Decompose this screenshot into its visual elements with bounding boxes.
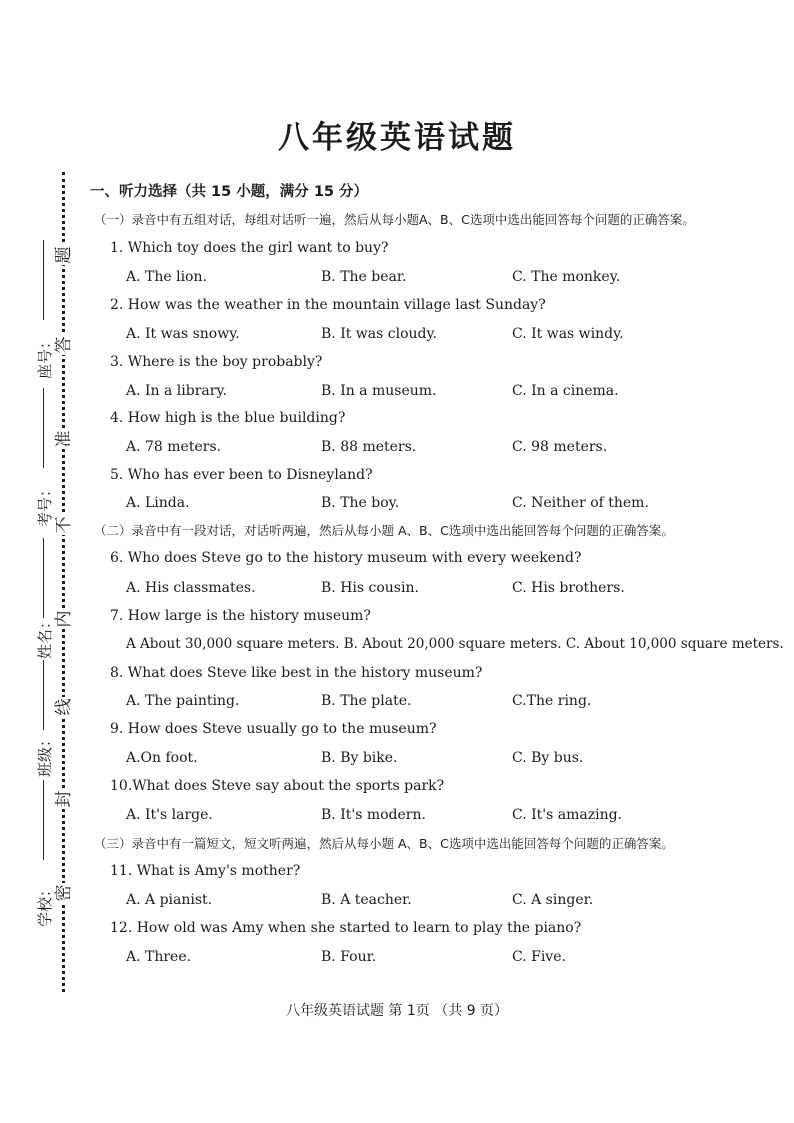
seal-dotted-line	[62, 172, 65, 992]
question-5: 5. Who has ever been to Disneyland?	[110, 467, 373, 483]
q6-option-a[interactable]: A. His classmates.	[126, 580, 256, 596]
q9-option-c[interactable]: C. By bus.	[512, 750, 584, 766]
question-6: 6. Who does Steve go to the history museum with every weekend?	[110, 550, 582, 566]
q6-option-c[interactable]: C. His brothers.	[512, 580, 625, 596]
class-label: 班级：	[36, 731, 55, 778]
seal-char: 准	[54, 430, 74, 448]
q3-option-b[interactable]: B. In a museum.	[321, 383, 437, 399]
binding-margin	[0, 160, 100, 1000]
q5-option-b[interactable]: B. The boy.	[321, 495, 400, 511]
q10-option-c[interactable]: C. It's amazing.	[512, 807, 623, 823]
question-12: 12. How old was Amy when she started to learn to play the piano?	[110, 920, 582, 936]
page-title: 八年级英语试题	[278, 120, 516, 156]
name-label: 姓名：	[36, 613, 55, 660]
part-1-instructions: （一）录音中有五组对话，每组对话听一遍，然后从每小题A、B、C选项中选出能回答每个问题的正确答案。	[94, 212, 695, 227]
q8-option-c[interactable]: C.The ring.	[512, 693, 592, 709]
q2-option-b[interactable]: B. It was cloudy.	[321, 326, 437, 342]
q5-option-c[interactable]: C. Neither of them.	[512, 495, 649, 511]
q5-option-a[interactable]: A. Linda.	[126, 495, 190, 511]
question-11: 11. What is Amy's mother?	[110, 863, 301, 879]
q12-option-b[interactable]: B. Four.	[321, 949, 377, 965]
question-3: 3. Where is the boy probably?	[110, 354, 323, 370]
q6-option-b[interactable]: B. His cousin.	[321, 580, 419, 596]
school-line[interactable]	[43, 780, 44, 860]
q8-option-b[interactable]: B. The plate.	[321, 693, 412, 709]
seal-char: 不	[54, 516, 74, 534]
question-8: 8. What does Steve like best in the history museum?	[110, 665, 483, 681]
question-7: 7. How large is the history museum?	[110, 608, 371, 624]
seal-char: 密	[54, 884, 74, 902]
seat-number-line[interactable]	[43, 240, 44, 320]
q1-option-a[interactable]: A. The lion.	[126, 269, 207, 285]
question-10: 10.What does Steve say about the sports park?	[110, 778, 445, 794]
q12-option-a[interactable]: A. Three.	[126, 949, 192, 965]
q4-option-c[interactable]: C. 98 meters.	[512, 439, 608, 455]
q9-option-a[interactable]: A.On foot.	[126, 750, 198, 766]
q8-option-a[interactable]: A. The painting.	[126, 693, 240, 709]
q4-option-b[interactable]: B. 88 meters.	[321, 439, 417, 455]
seat-number-label: 座号：	[36, 333, 55, 380]
q1-option-c[interactable]: C. The monkey.	[512, 269, 621, 285]
seal-char: 线	[54, 698, 74, 716]
q7-options[interactable]: A About 30,000 square meters. B. About 20,000 square meters. C. About 10,000 square meters.	[126, 636, 784, 652]
q10-option-a[interactable]: A. It's large.	[126, 807, 213, 823]
seal-char: 内	[54, 610, 74, 628]
school-label: 学校：	[36, 881, 55, 928]
q2-option-a[interactable]: A. It was snowy.	[126, 326, 240, 342]
class-line[interactable]	[43, 660, 44, 730]
question-4: 4. How high is the blue building?	[110, 410, 346, 426]
q11-option-c[interactable]: C. A singer.	[512, 892, 594, 908]
exam-number-label: 考号：	[36, 481, 55, 528]
seal-char: 题	[54, 246, 74, 264]
q3-option-c[interactable]: C. In a cinema.	[512, 383, 619, 399]
q12-option-c[interactable]: C. Five.	[512, 949, 566, 965]
q11-option-a[interactable]: A. A pianist.	[126, 892, 213, 908]
seal-char: 答	[54, 336, 74, 354]
section-title: 一、听力选择（共 15 小题，满分 15 分）	[90, 184, 369, 200]
seal-char: 封	[54, 790, 74, 808]
q10-option-b[interactable]: B. It's modern.	[321, 807, 426, 823]
q11-option-b[interactable]: B. A teacher.	[321, 892, 412, 908]
question-2: 2. How was the weather in the mountain village last Sunday?	[110, 297, 546, 313]
q1-option-b[interactable]: B. The bear.	[321, 269, 407, 285]
page-footer: 八年级英语试题 第 1页 （共 9 页）	[285, 1003, 509, 1019]
exam-number-line[interactable]	[43, 388, 44, 468]
q4-option-a[interactable]: A. 78 meters.	[126, 439, 222, 455]
q2-option-c[interactable]: C. It was windy.	[512, 326, 624, 342]
q9-option-b[interactable]: B. By bike.	[321, 750, 398, 766]
name-line[interactable]	[43, 538, 44, 618]
q3-option-a[interactable]: A. In a library.	[126, 383, 227, 399]
part-3-instructions: （三）录音中有一篇短文，短文听两遍，然后从每小题 A、B、C选项中选出能回答每个问题的正确答案。	[94, 836, 674, 851]
question-1: 1. Which toy does the girl want to buy?	[110, 240, 389, 256]
part-2-instructions: （二）录音中有一段对话，对话听两遍，然后从每小题 A、B、C选项中选出能回答每个问题的正确答案。	[94, 523, 674, 538]
question-9: 9. How does Steve usually go to the museum?	[110, 721, 437, 737]
